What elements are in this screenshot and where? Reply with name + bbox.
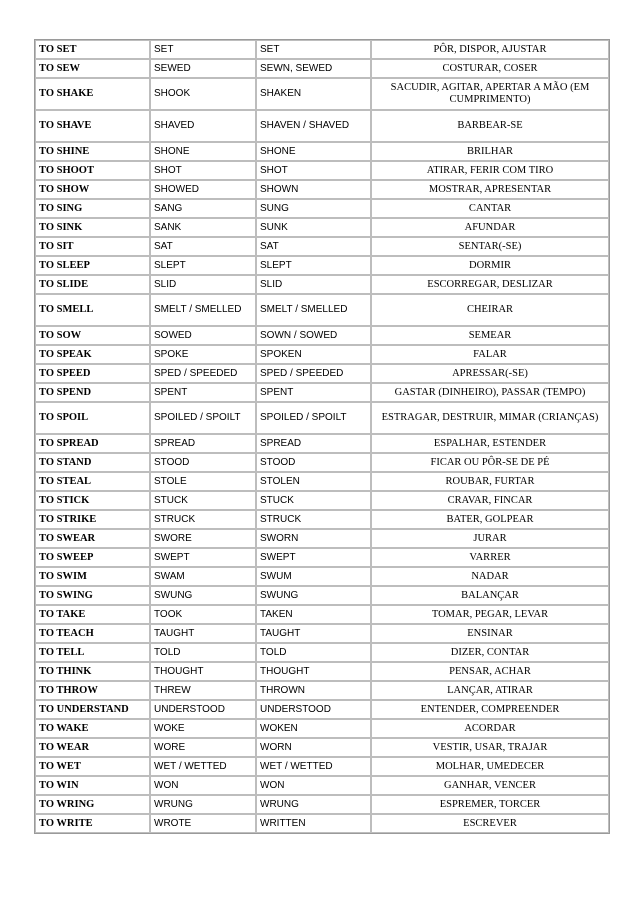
simple-past-cell: UNDERSTOOD	[150, 700, 256, 719]
simple-past-cell: SEWED	[150, 59, 256, 78]
infinitive-cell: TO SIT	[35, 237, 150, 256]
simple-past-cell: SHOT	[150, 161, 256, 180]
table-row	[35, 402, 609, 434]
translation-cell: COSTURAR, COSER	[371, 59, 609, 78]
simple-past-cell: SAT	[150, 237, 256, 256]
translation-cell: BARBEAR-SE	[371, 110, 609, 142]
infinitive-cell: TO SLEEP	[35, 256, 150, 275]
infinitive-cell: TO WEAR	[35, 738, 150, 757]
translation-cell: ACORDAR	[371, 719, 609, 738]
infinitive-cell: TO SHAVE	[35, 110, 150, 142]
translation-cell: BATER, GOLPEAR	[371, 510, 609, 529]
past-participle-cell: SPOILED / SPOILT	[256, 402, 371, 434]
past-participle-cell: SHOT	[256, 161, 371, 180]
past-participle-cell: SPED / SPEEDED	[256, 364, 371, 383]
simple-past-cell: STUCK	[150, 491, 256, 510]
translation-cell: JURAR	[371, 529, 609, 548]
past-participle-cell: TAKEN	[256, 605, 371, 624]
infinitive-cell: TO SHOOT	[35, 161, 150, 180]
past-participle-cell: SPOKEN	[256, 345, 371, 364]
infinitive-cell: TO TEACH	[35, 624, 150, 643]
translation-cell: DORMIR	[371, 256, 609, 275]
table-row	[35, 218, 609, 237]
simple-past-cell: SHAVED	[150, 110, 256, 142]
infinitive-cell: TO SPOIL	[35, 402, 150, 434]
infinitive-cell: TO SPEND	[35, 383, 150, 402]
simple-past-cell: SWORE	[150, 529, 256, 548]
translation-cell: SEMEAR	[371, 326, 609, 345]
infinitive-cell: TO SHAKE	[35, 78, 150, 110]
table-row	[35, 586, 609, 605]
table-row	[35, 662, 609, 681]
infinitive-cell: TO STRIKE	[35, 510, 150, 529]
simple-past-cell: STRUCK	[150, 510, 256, 529]
translation-cell: NADAR	[371, 567, 609, 586]
table-row	[35, 567, 609, 586]
past-participle-cell: SMELT / SMELLED	[256, 294, 371, 326]
infinitive-cell: TO SPEED	[35, 364, 150, 383]
translation-cell: PENSAR, ACHAR	[371, 662, 609, 681]
past-participle-cell: WOKEN	[256, 719, 371, 738]
table-row	[35, 383, 609, 402]
past-participle-cell: WRITTEN	[256, 814, 371, 833]
infinitive-cell: TO SING	[35, 199, 150, 218]
table-row	[35, 491, 609, 510]
simple-past-cell: THOUGHT	[150, 662, 256, 681]
translation-cell: SENTAR(-SE)	[371, 237, 609, 256]
table-row	[35, 275, 609, 294]
table-row	[35, 529, 609, 548]
simple-past-cell: SOWED	[150, 326, 256, 345]
simple-past-cell: SLEPT	[150, 256, 256, 275]
translation-cell: FICAR OU PÔR-SE DE PÉ	[371, 453, 609, 472]
translation-cell: GASTAR (DINHEIRO), PASSAR (TEMPO)	[371, 383, 609, 402]
simple-past-cell: SPOILED / SPOILT	[150, 402, 256, 434]
simple-past-cell: STOOD	[150, 453, 256, 472]
simple-past-cell: TOOK	[150, 605, 256, 624]
infinitive-cell: TO TAKE	[35, 605, 150, 624]
past-participle-cell: SHOWN	[256, 180, 371, 199]
irregular-verbs-table	[34, 39, 610, 834]
table-row	[35, 345, 609, 364]
translation-cell: APRESSAR(-SE)	[371, 364, 609, 383]
simple-past-cell: SHONE	[150, 142, 256, 161]
past-participle-cell: SHAKEN	[256, 78, 371, 110]
infinitive-cell: TO WET	[35, 757, 150, 776]
past-participle-cell: SPENT	[256, 383, 371, 402]
translation-cell: ESTRAGAR, DESTRUIR, MIMAR (CRIANÇAS)	[371, 402, 609, 434]
simple-past-cell: SET	[150, 40, 256, 59]
past-participle-cell: SWUM	[256, 567, 371, 586]
simple-past-cell: WORE	[150, 738, 256, 757]
infinitive-cell: TO SOW	[35, 326, 150, 345]
translation-cell: ENSINAR	[371, 624, 609, 643]
infinitive-cell: TO SPEAK	[35, 345, 150, 364]
table-row	[35, 624, 609, 643]
simple-past-cell: SPOKE	[150, 345, 256, 364]
translation-cell: VARRER	[371, 548, 609, 567]
past-participle-cell: SEWN, SEWED	[256, 59, 371, 78]
table-row	[35, 294, 609, 326]
translation-cell: CHEIRAR	[371, 294, 609, 326]
infinitive-cell: TO STICK	[35, 491, 150, 510]
translation-cell: ESCREVER	[371, 814, 609, 833]
translation-cell: SACUDIR, AGITAR, APERTAR A MÃO (EM CUMPRIMENTO)	[371, 78, 609, 110]
table-row	[35, 814, 609, 833]
translation-cell: ESCORREGAR, DESLIZAR	[371, 275, 609, 294]
past-participle-cell: STRUCK	[256, 510, 371, 529]
table-row	[35, 199, 609, 218]
infinitive-cell: TO SWEAR	[35, 529, 150, 548]
past-participle-cell: WRUNG	[256, 795, 371, 814]
table-row	[35, 326, 609, 345]
translation-cell: MOSTRAR, APRESENTAR	[371, 180, 609, 199]
infinitive-cell: TO SHINE	[35, 142, 150, 161]
past-participle-cell: SHAVEN / SHAVED	[256, 110, 371, 142]
verb-table-body	[35, 40, 609, 833]
translation-cell: TOMAR, PEGAR, LEVAR	[371, 605, 609, 624]
translation-cell: ROUBAR, FURTAR	[371, 472, 609, 491]
translation-cell: ATIRAR, FERIR COM TIRO	[371, 161, 609, 180]
table-row	[35, 434, 609, 453]
simple-past-cell: SHOWED	[150, 180, 256, 199]
table-row	[35, 364, 609, 383]
table-row	[35, 142, 609, 161]
past-participle-cell: SLID	[256, 275, 371, 294]
infinitive-cell: TO SINK	[35, 218, 150, 237]
table-row	[35, 643, 609, 662]
past-participle-cell: SAT	[256, 237, 371, 256]
simple-past-cell: SWEPT	[150, 548, 256, 567]
table-row	[35, 776, 609, 795]
translation-cell: PÔR, DISPOR, AJUSTAR	[371, 40, 609, 59]
table-row	[35, 757, 609, 776]
table-row	[35, 78, 609, 110]
past-participle-cell: SOWN / SOWED	[256, 326, 371, 345]
table-row	[35, 453, 609, 472]
infinitive-cell: TO THINK	[35, 662, 150, 681]
infinitive-cell: TO SEW	[35, 59, 150, 78]
simple-past-cell: TAUGHT	[150, 624, 256, 643]
simple-past-cell: SWAM	[150, 567, 256, 586]
table-row	[35, 40, 609, 59]
simple-past-cell: SWUNG	[150, 586, 256, 605]
table-row	[35, 700, 609, 719]
past-participle-cell: WON	[256, 776, 371, 795]
past-participle-cell: SWUNG	[256, 586, 371, 605]
simple-past-cell: SANG	[150, 199, 256, 218]
simple-past-cell: WRUNG	[150, 795, 256, 814]
infinitive-cell: TO WIN	[35, 776, 150, 795]
infinitive-cell: TO WAKE	[35, 719, 150, 738]
past-participle-cell: STOLEN	[256, 472, 371, 491]
table-row	[35, 472, 609, 491]
simple-past-cell: WOKE	[150, 719, 256, 738]
infinitive-cell: TO TELL	[35, 643, 150, 662]
table-row	[35, 719, 609, 738]
table-row	[35, 605, 609, 624]
translation-cell: LANÇAR, ATIRAR	[371, 681, 609, 700]
simple-past-cell: TOLD	[150, 643, 256, 662]
past-participle-cell: SLEPT	[256, 256, 371, 275]
infinitive-cell: TO SPREAD	[35, 434, 150, 453]
translation-cell: BALANÇAR	[371, 586, 609, 605]
past-participle-cell: SWORN	[256, 529, 371, 548]
infinitive-cell: TO WRING	[35, 795, 150, 814]
table-row	[35, 180, 609, 199]
translation-cell: BRILHAR	[371, 142, 609, 161]
past-participle-cell: THROWN	[256, 681, 371, 700]
translation-cell: FALAR	[371, 345, 609, 364]
translation-cell: GANHAR, VENCER	[371, 776, 609, 795]
translation-cell: ESPREMER, TORCER	[371, 795, 609, 814]
simple-past-cell: SLID	[150, 275, 256, 294]
translation-cell: ENTENDER, COMPREENDER	[371, 700, 609, 719]
past-participle-cell: SUNG	[256, 199, 371, 218]
simple-past-cell: WET / WETTED	[150, 757, 256, 776]
infinitive-cell: TO SWIM	[35, 567, 150, 586]
table-row	[35, 510, 609, 529]
past-participle-cell: SUNK	[256, 218, 371, 237]
infinitive-cell: TO WRITE	[35, 814, 150, 833]
infinitive-cell: TO UNDERSTAND	[35, 700, 150, 719]
infinitive-cell: TO SWEEP	[35, 548, 150, 567]
past-participle-cell: SWEPT	[256, 548, 371, 567]
past-participle-cell: SET	[256, 40, 371, 59]
translation-cell: CANTAR	[371, 199, 609, 218]
table-row	[35, 237, 609, 256]
table-row	[35, 110, 609, 142]
past-participle-cell: STUCK	[256, 491, 371, 510]
past-participle-cell: THOUGHT	[256, 662, 371, 681]
translation-cell: MOLHAR, UMEDECER	[371, 757, 609, 776]
past-participle-cell: TAUGHT	[256, 624, 371, 643]
simple-past-cell: SMELT / SMELLED	[150, 294, 256, 326]
simple-past-cell: SPENT	[150, 383, 256, 402]
past-participle-cell: UNDERSTOOD	[256, 700, 371, 719]
table-row	[35, 59, 609, 78]
table-row	[35, 681, 609, 700]
past-participle-cell: SHONE	[256, 142, 371, 161]
simple-past-cell: SPREAD	[150, 434, 256, 453]
past-participle-cell: TOLD	[256, 643, 371, 662]
simple-past-cell: SANK	[150, 218, 256, 237]
translation-cell: CRAVAR, FINCAR	[371, 491, 609, 510]
past-participle-cell: WET / WETTED	[256, 757, 371, 776]
table-row	[35, 548, 609, 567]
table-row	[35, 738, 609, 757]
simple-past-cell: SPED / SPEEDED	[150, 364, 256, 383]
past-participle-cell: STOOD	[256, 453, 371, 472]
translation-cell: ESPALHAR, ESTENDER	[371, 434, 609, 453]
infinitive-cell: TO SWING	[35, 586, 150, 605]
past-participle-cell: WORN	[256, 738, 371, 757]
simple-past-cell: THREW	[150, 681, 256, 700]
simple-past-cell: STOLE	[150, 472, 256, 491]
table-row	[35, 795, 609, 814]
translation-cell: VESTIR, USAR, TRAJAR	[371, 738, 609, 757]
past-participle-cell: SPREAD	[256, 434, 371, 453]
infinitive-cell: TO SHOW	[35, 180, 150, 199]
infinitive-cell: TO STAND	[35, 453, 150, 472]
infinitive-cell: TO SLIDE	[35, 275, 150, 294]
table-row	[35, 256, 609, 275]
simple-past-cell: WON	[150, 776, 256, 795]
simple-past-cell: SHOOK	[150, 78, 256, 110]
infinitive-cell: TO THROW	[35, 681, 150, 700]
infinitive-cell: TO STEAL	[35, 472, 150, 491]
translation-cell: AFUNDAR	[371, 218, 609, 237]
translation-cell: DIZER, CONTAR	[371, 643, 609, 662]
simple-past-cell: WROTE	[150, 814, 256, 833]
infinitive-cell: TO SET	[35, 40, 150, 59]
table-row	[35, 161, 609, 180]
infinitive-cell: TO SMELL	[35, 294, 150, 326]
